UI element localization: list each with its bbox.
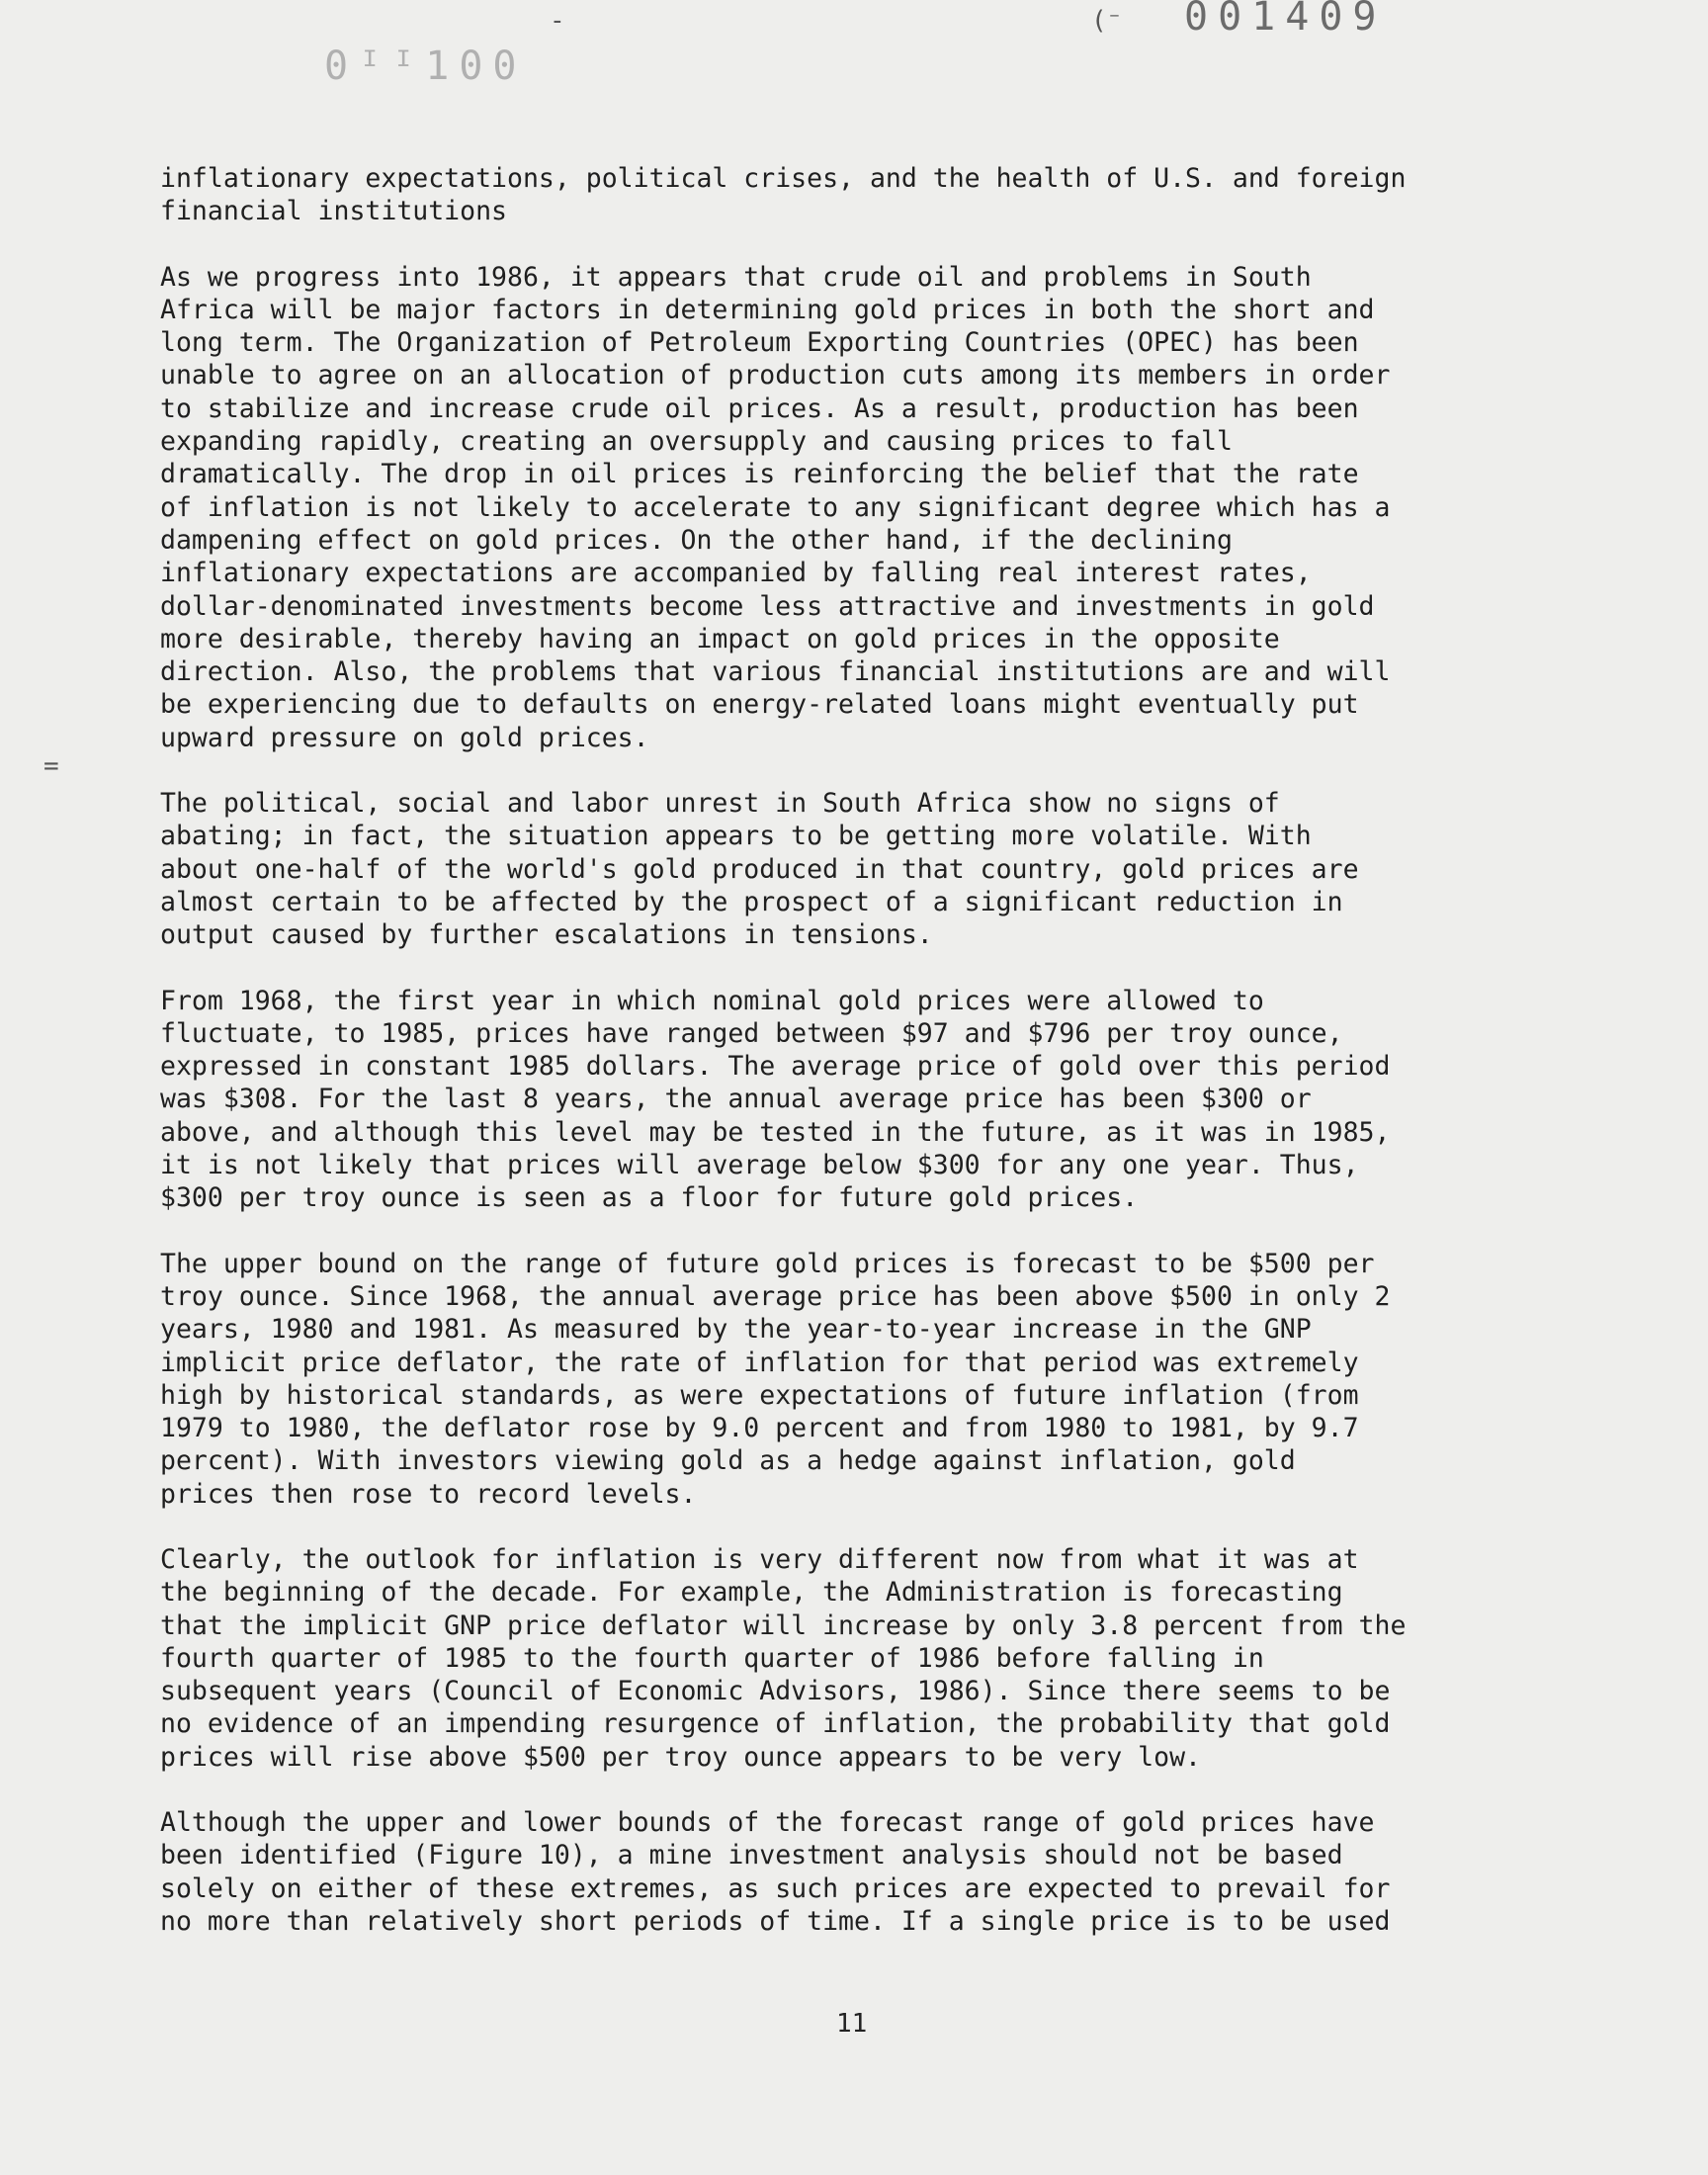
scan-mark-margin: = [43, 751, 59, 781]
scan-mark-dash: - [550, 6, 565, 36]
page-number: 11 [836, 2009, 868, 2039]
scan-mark-bracket: (⁻ [1091, 6, 1123, 36]
archive-stamp-right: 001409 [1184, 0, 1387, 40]
document-body [160, 162, 1593, 1970]
paragraph-2: As we progress into 1986, it appears that crude oil and problems in South Africa will be major factors in determining gold prices in both the short and long term. The Organization of Petroleum Exporting Countries (OPEC) has been unable to agree on an allocation of production cuts among its members in order to stabilize and increase crude oil prices. As a result, production has been expanding rapidly, creating an oversupply and causing prices to fall dramatically. The drop in oil prices is reinforcing the belief that the rate of inflation is not likely to accelerate to any significant degree which has a dampening effect on gold prices. On the other hand, if the declining inflationary expectations are accompanied by falling real interest rates, dollar-denominated investments become less attractive and investments in gold more desirable, thereby having an impact on gold prices in the opposite direction. Also, the problems that various financial institutions are and will be experiencing due to defaults on energy-related loans might eventually put upward pressure on gold prices. [160, 261, 1391, 753]
paragraph-7: Although the upper and lower bounds of the forecast range of gold prices have been identified (Figure 10), a mine investment analysis should not be based solely on either of these extremes, as such prices are expected to prevail for no more than relatively short periods of time. If a single price is to be used [160, 1807, 1391, 1937]
paragraph-5: The upper bound on the range of future gold prices is forecast to be $500 per troy ounce. Since 1968, the annual average price has been above $500 in only 2 years, 1980 and 1981. As measured by the year-to-year increase in the GNP implicit price deflator, the rate of inflation for that period was extremely high by historical standards, as were expectations of future inflation (from 1979 to 1980, the deflator rose by 9.0 percent and from 1980 to 1981, by 9.7 percent). With investors viewing gold as a hedge against inflation, gold prices then rose to record levels. [160, 1248, 1391, 1510]
paragraph-1: inflationary expectations, political crises, and the health of U.S. and foreign financial institutions [160, 163, 1407, 227]
paragraph-4: From 1968, the first year in which nominal gold prices were allowed to fluctuate, to 1985, prices have ranged between $97 and $796 per troy ounce, expressed in constant 1985 dollars. The average price of gold over this period was $308. For the last 8 years, the annual average price has been $300 or above, and although this level may be tested in the future, as it was in 1985, it is not likely that prices will average below $300 for any one year. Thus, $300 per troy ounce is seen as a floor for future gold prices. [160, 985, 1391, 1214]
archive-stamp-left: 0ᴵᴵ100 [324, 44, 527, 89]
paragraph-6: Clearly, the outlook for inflation is very different now from what it was at the beginning of the decade. For example, the Administration is forecasting that the implicit GNP price deflator will increase by only 3.8 percent from the fourth quarter of 1985 to the fourth quarter of 1986 before falling in subsequent years (Council of Economic Advisors, 1986). Since there seems to be no evidence of an impending resurgence of inflation, the probability that gold prices will rise above $500 per troy ounce appears to be very low. [160, 1543, 1407, 1773]
paragraph-3: The political, social and labor unrest in South Africa show no signs of abating; in fact, the situation appears to be getting more volatile. With about one-half of the world's gold produced in that country, gold prices are almost certain to be affected by the prospect of a significant reduction in output caused by further escalations in tensions. [160, 788, 1359, 951]
